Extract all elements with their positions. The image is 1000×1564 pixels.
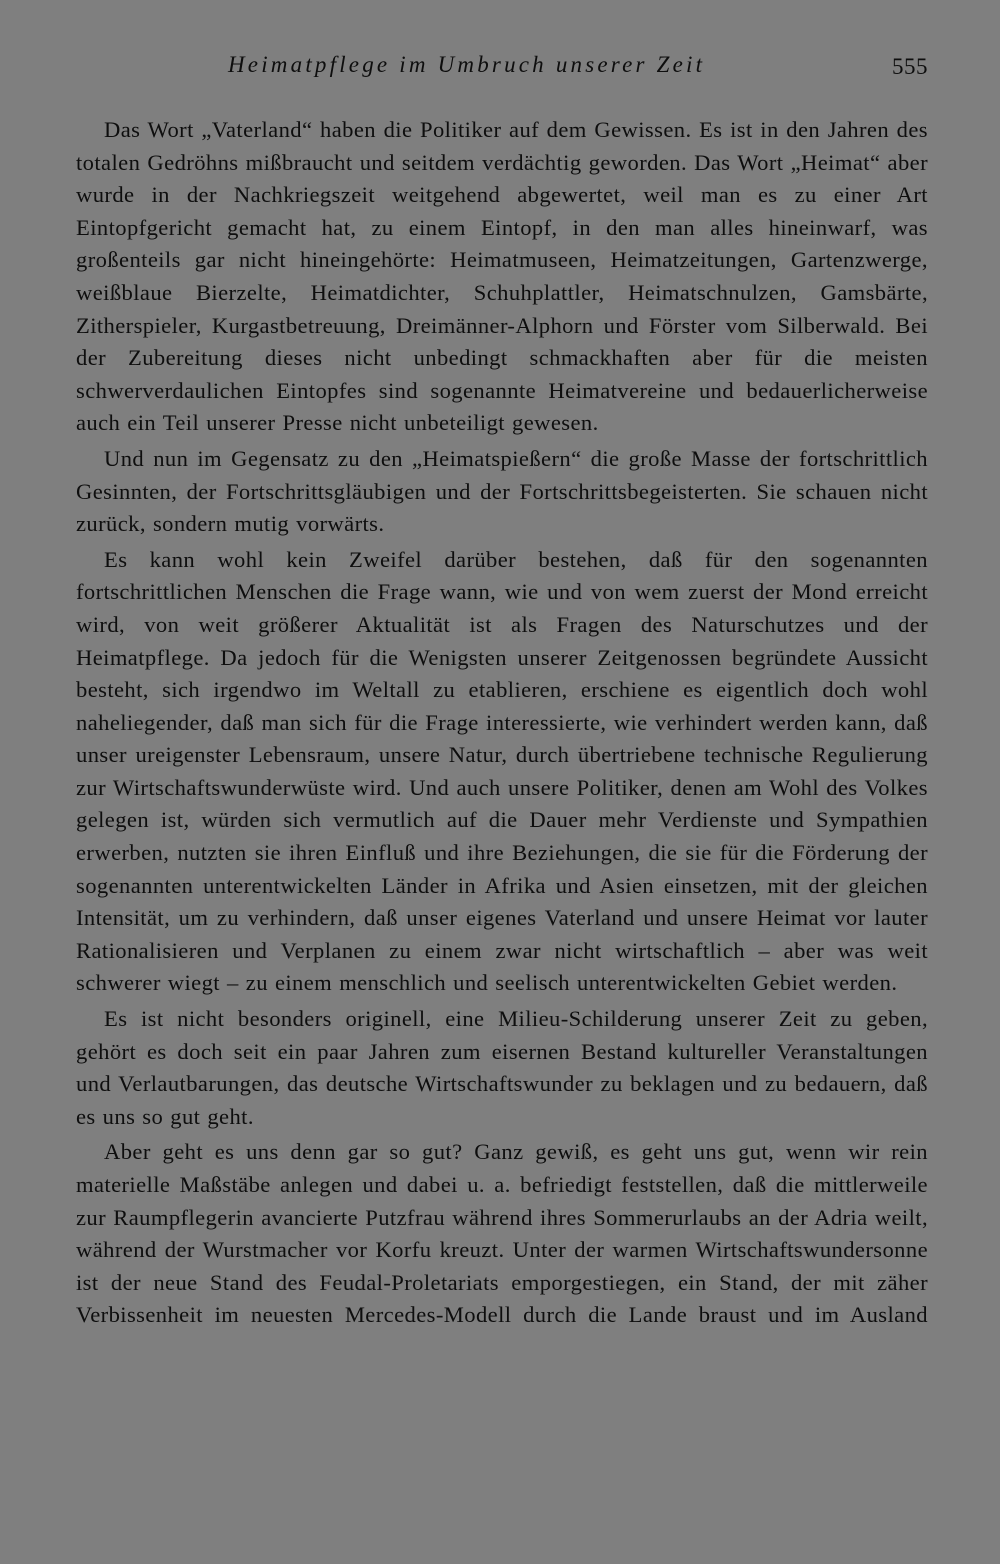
paragraph: Aber geht es uns denn gar so gut? Ganz gewiß, es geht uns gut, wenn wir rein materielle Maßstäbe anlegen und dabei u. a. befriedigt feststellen, daß die mittlerweile zur Raumpflegerin avancierte Putzfrau während ihres Sommerurlaubs an der Adria weilt, während der Wurstmacher vor Korfu kreuzt. Unter der warmen Wirtschaftswundersonne ist der neue Stand des Feudal-Proletariats emporgestiegen, ein Stand, der mit zäher Verbissenheit im neuesten Mercedes-Modell durch die Lande braust und im Ausland (76, 1139, 928, 1328)
running-title: Heimatpflege im Umbruch unserer Zeit (228, 52, 706, 77)
paragraph: Es kann wohl kein Zweifel darüber bestehen, daß für den sogenannten fortschrittlichen Menschen die Frage wann, wie und von wem zuerst der Mond erreicht wird, von weit größerer Aktualität ist als Fragen des Naturschutzes und der Heimatpflege. Da jedoch für die Wenigsten unserer Zeitgenossen begründete Aussicht besteht, sich irgendwo im Weltall zu etablieren, erschiene es eigentlich doch wohl naheliegender, daß man sich für die Frage interessierte, wie verhindert werden kann, daß unser ureigenster Lebensraum, unsere Natur, durch übertriebene technische Regulierung zur Wirtschaftswunderwüste wird. Und auch unsere Politiker, denen am Wohl des Volkes gelegen ist, würden sich vermutlich auf die Dauer mehr Verdienste und Sympathien erwerben, nutzten sie ihren Einfluß und ihre Beziehungen, die sie für die Förderung der sogenannten unterentwickelten Länder in Afrika und Asien einsetzen, mit der gleichen Intensität, um zu verhindern, daß unser eigenes Vaterland und unsere Heimat vor lauter Rationalisieren und Verplanen zu einem zwar nicht wirtschaftlich – aber was weit schwerer wiegt – zu einem menschlich und seelisch unterentwickelten Gebiet werden. (76, 546, 928, 996)
paragraph: Das Wort „Vaterland“ haben die Politiker auf dem Gewissen. Es ist in den Jahren des totalen Gedröhns mißbraucht und seitdem verdächtig geworden. Das Wort „Heimat“ aber wurde in der Nachkriegszeit weitgehend abgewertet, weil man es zu einer Art Eintopfgericht gemacht hat, zu einem Eintopf, in den man alles hineinwarf, was großenteils gar nicht hineingehörte: Heimatmuseen, Heimatzeitungen, Gartenzwerge, weißblaue Bierzelte, Heimatdichter, Schuhplattler, Heimatschnulzen, Gamsbärte, Zitherspieler, Kurgastbetreuung, Dreimänner-Alphorn und Förster vom Silberwald. Bei der Zubereitung dieses nicht unbedingt schmackhaften aber für die meisten schwerverdaulichen Eintopfes sind sogenannte Heimatvereine und bedauerlicherweise auch ein Teil unserer Presse nicht unbeteiligt gewesen. (76, 117, 928, 436)
paragraph: Und nun im Gegensatz zu den „Heimatspießern“ die große Masse der fortschrittlich Gesinnten, der Fortschrittsgläubigen und der Fortschrittsbegeisterten. Sie schauen nicht zurück, sondern mutig vorwärts. (76, 445, 928, 537)
body-text (76, 114, 928, 1332)
page-number: 555 (892, 54, 928, 79)
page-header (76, 48, 928, 88)
paragraph: Es ist nicht besonders originell, eine Milieu-Schilderung unserer Zeit zu geben, gehört es doch seit ein paar Jahren zum eisernen Bestand kultureller Veranstaltungen und Verlautbarungen, das deutsche Wirtschaftswunder zu beklagen und zu bedauern, daß es uns so gut geht. (76, 1006, 928, 1129)
book-page (76, 48, 928, 1332)
